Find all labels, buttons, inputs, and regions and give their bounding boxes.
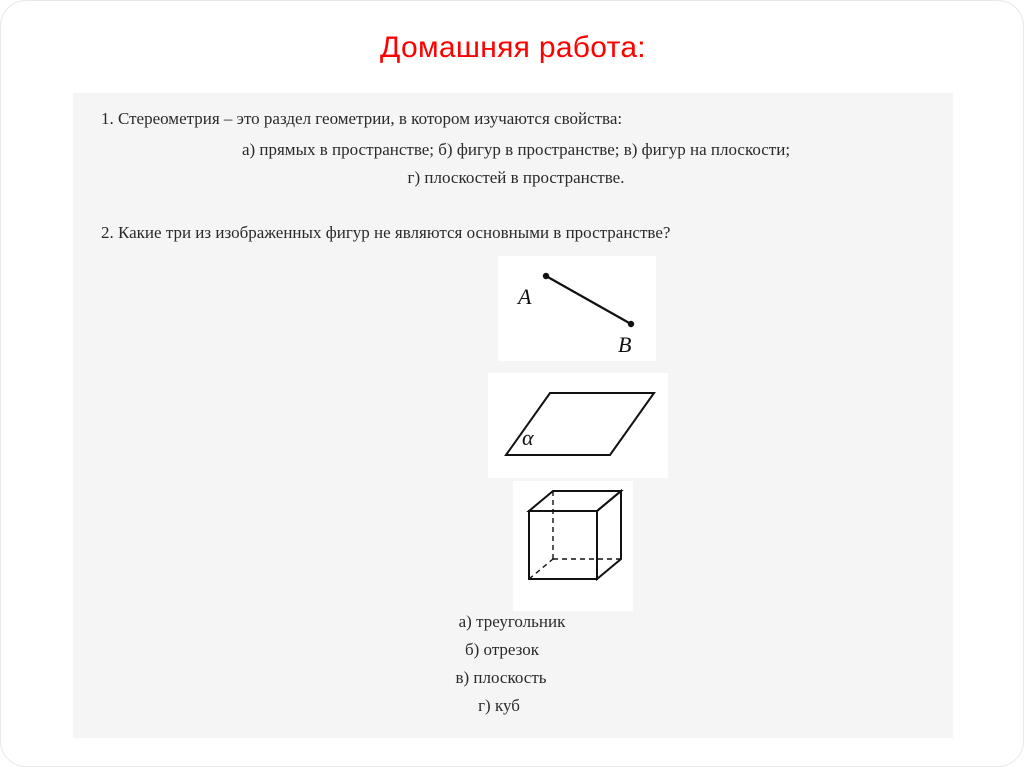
segment-drawing: [498, 256, 656, 361]
page-title: Домашняя работа:: [380, 31, 646, 64]
figure-cube: [513, 481, 633, 611]
answer-list: [73, 608, 953, 720]
answer-option-g: г) куб: [478, 696, 520, 716]
question-1-options-line-2: г) плоскостей в пространстве.: [407, 168, 625, 188]
point-a-label: A: [518, 284, 532, 309]
plane-drawing: [488, 373, 668, 478]
question-1-text: 1. Стереометрия – это раздел геометрии, в котором изучаются свойства:: [101, 109, 623, 128]
figure-plane: [488, 373, 668, 478]
answer-option-b: б) отрезок: [464, 640, 540, 660]
plane-alpha-label: α: [522, 425, 534, 450]
figure-segment: [498, 256, 656, 361]
point-b-label: B: [618, 332, 632, 357]
content-panel: [73, 93, 953, 738]
answer-option-v: в) плоскость: [455, 668, 547, 688]
cube-drawing: [513, 481, 633, 611]
question-2: [101, 221, 931, 246]
answer-option-a: а) треугольник: [458, 612, 566, 631]
question-1: [101, 107, 931, 191]
question-2-text: 2. Какие три из изображенных фигур не являются основными в пространстве?: [101, 223, 671, 242]
question-1-options-line-1: а) прямых в пространстве; б) фигур в пространстве; в) фигур на плоскости;: [241, 139, 791, 159]
